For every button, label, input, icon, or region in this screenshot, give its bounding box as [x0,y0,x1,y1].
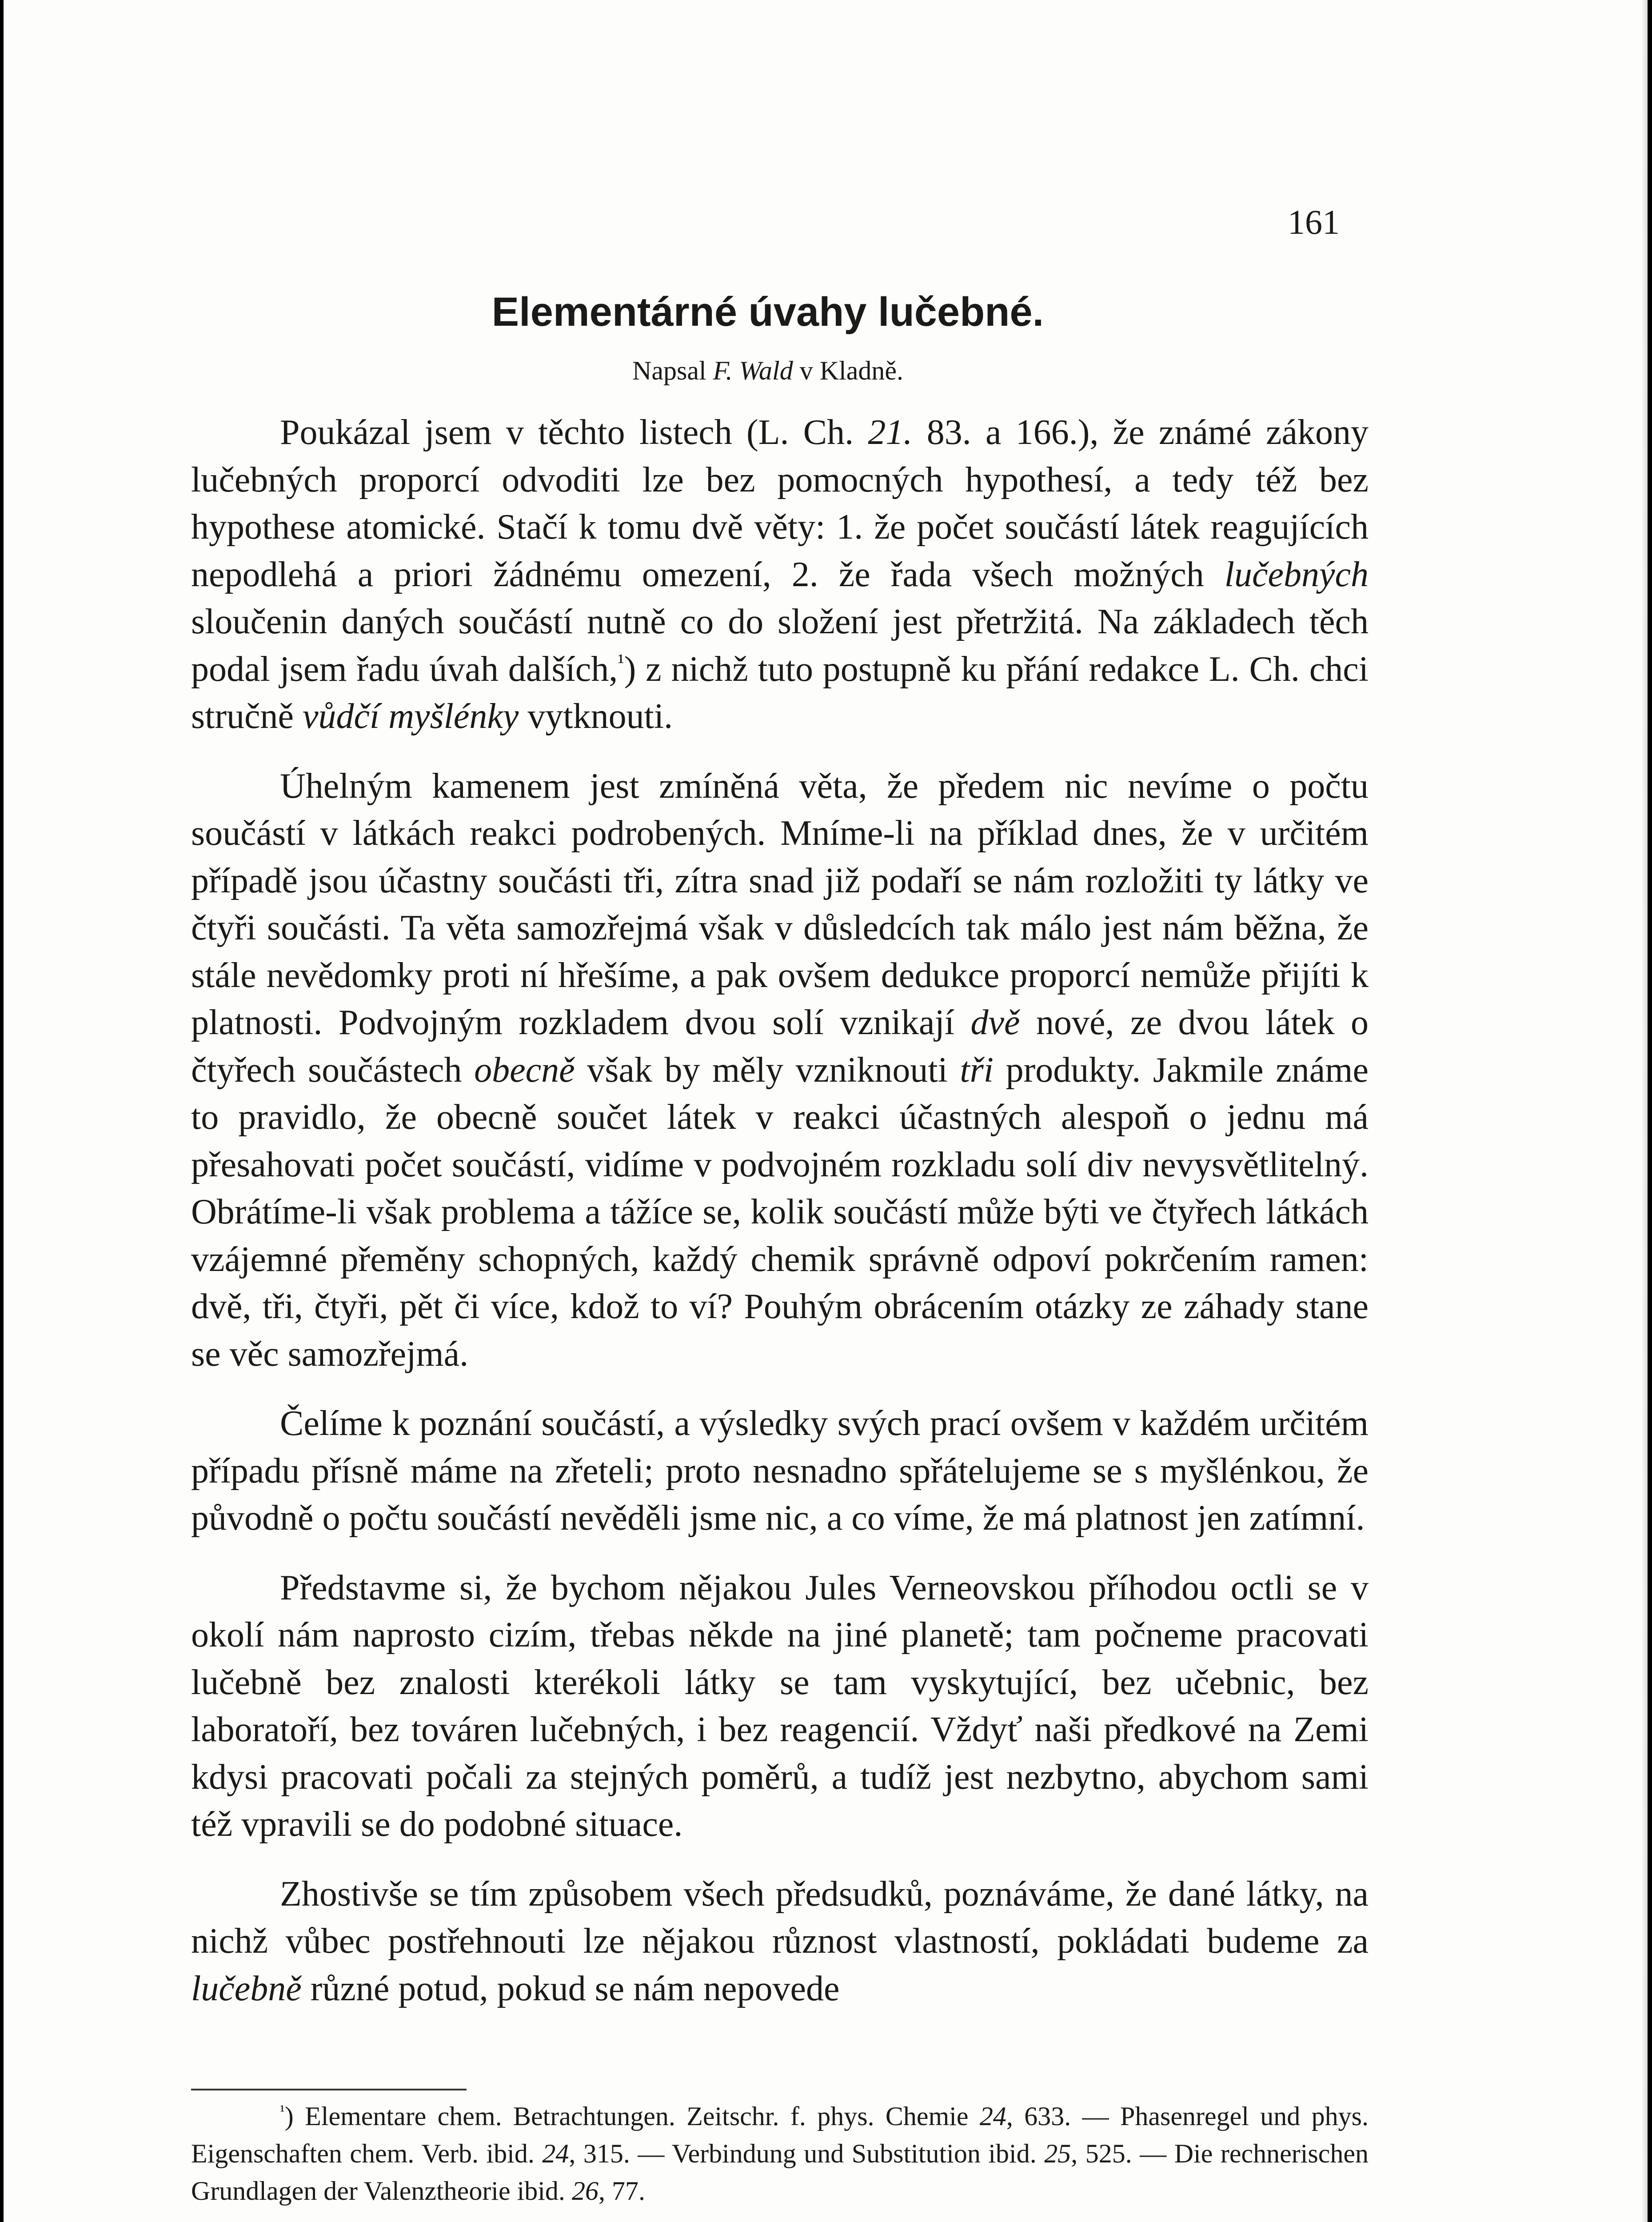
paragraph-3: Čelíme k poznání součástí, a výsledky svých prací ovšem v každém určitém případu přísně máme na zřeteli; proto nesnadno spřátelujeme se s myšlénkou, že původně o počtu součástí nevěděli jsme nic, a co víme, že má platnost jen zatímní. [191,1404,1369,1538]
paragraph-5: Zhostivše se tím způsobem všech předsudků, poznáváme, že dané látky, na nichž vůbec postřehnouti lze nějakou různost vlastností, pokládati budeme za lučebně různé potud, pokud se nám nepovede [191,1874,1369,2008]
article-title: Elementárné úvahy lučebné. [491,289,1044,335]
byline [4,356,1532,386]
paragraph-1: Poukázal jsem v těchto listech (L. Ch. 21. 83. a 166.), že známé zákony lučebných proporcí odvoditi lze bez pomocných hypothesí, a tedy též bez hypothese atomické. Stačí k tomu dvě věty: 1. že počet součástí látek reagujících nepodlehá a priori žádnému omezení, 2. že řada všech možných lučebných sloučenin daných součástí nutně co do složení jest přetržitá. Na základech těch podal jsem řadu úvah dalších,$^{^1}$) z nichž tuto postupně ku přání redakce L. Ch. chci stručně vůdčí myšlénky vytknouti. [191,413,1369,736]
paragraph-2: Úhelným kamenem jest zmíněná věta, že předem nic nevíme o počtu součástí v látkách reakci podrobených. Mníme-li na příklad dnes, že v určitém případě jsou účastny součásti tři, zítra snad již podaří se nám rozložiti ty látky ve čtyři součásti. Ta věta samozřejmá však v důsledcích tak málo jest nám běžna, že stále nevědomky proti ní hřešíme, a pak ovšem dedukce proporcí nemůže přijíti k platnosti. Podvojným rozkladem dvou solí vznikají dvě nové, ze dvou látek o čtyřech součástech obecně však by měly vzniknouti tři produkty. Jakmile známe to pravidlo, že obecně součet látek v reakci účastných alespoň o jednu má přesahovati počet součástí, vidíme v podvojném rozkladu solí div nevysvětlitelný. Obrátíme-li však problema a tážíce se, kolik součástí může býti ve čtyřech látkách vzájemné přeměny schopných, každý chemik správně odpoví pokrčením ramen: dvě, tři, čtyři, pět či více, kdož to ví? Pouhým obrácením otázky ze záhady stane se věc samozřejmá. [191,766,1369,1374]
byline-suffix: v Kladně. [799,356,903,385]
byline-prefix: Napsal [632,356,706,385]
page-sheet [4,0,1648,2222]
footnotes [191,2098,1369,2210]
footnote-marker: ¹ [280,2102,285,2119]
footnote-divider [191,2089,467,2090]
page-number: 161 [1288,203,1340,241]
footnote-1: $^{^1}$) Elementare chem. Betrachtungen. Zeitschr. f. phys. Chemie 24, 633. — Phasenregel und phys. Eigenschaften chem. Verb. ibid. 24, 315. — Verbindung und Substitution ibid. 25, 525. — Die rechnerischen Grundlagen der Valenztheorie ibid. 26, 77. [191,2102,1369,2206]
paragraph-4: Představme si, že bychom nějakou Jules Verneovskou příhodou octli se v okolí nám naprosto cizím, třebas někde na jiné planetě; tam počneme pracovati lučebně bez znalosti kterékoli látky se tam vyskytující, bez učebnic, bez laboratoří, bez továren lučebných, i bez reagencií. Vždyť naši předkové na Zemi kdysi pracovati počali za stejných poměrů, a tudíž jest nezbytno, abychom sami též vpravili se do podobné situace. [191,1568,1369,1844]
byline-author: F. Wald [713,356,793,385]
footnote-reference: ¹ [618,649,624,673]
article-body [191,409,1369,2012]
